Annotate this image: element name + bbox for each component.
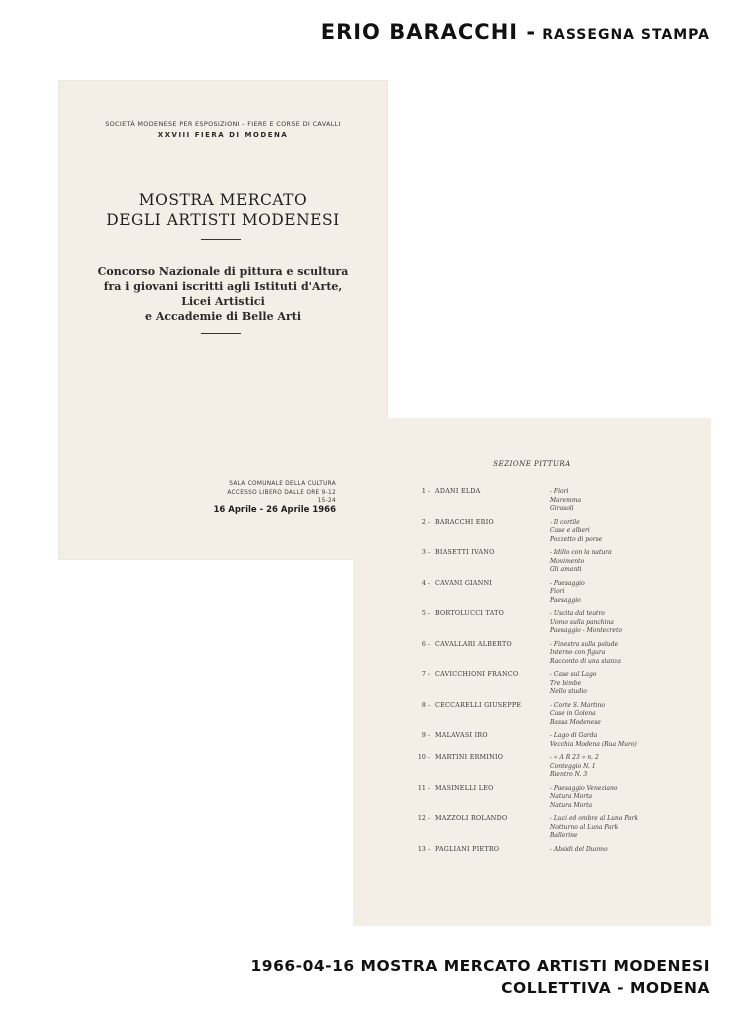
entry-work-title: Racconto di una stanza — [550, 657, 621, 665]
entry-number: 7 - — [421, 671, 430, 678]
cover-divider-bottom — [201, 333, 241, 334]
entry-works — [550, 519, 698, 545]
entry-work-title: Case in Golena — [550, 710, 596, 717]
entry-artist: ADANI ELDA — [435, 488, 481, 495]
cover-dates: 16 Aprile - 26 Aprile 1966 — [213, 505, 336, 515]
entry-work-title: - Fiori — [550, 488, 569, 495]
entry-artist: MALAVASI IRO — [435, 732, 488, 739]
entry-work-title: - Idilio con la natura — [550, 549, 612, 556]
entry-work-title: - Luci ed ombre al Luna Park — [550, 815, 639, 822]
entry-works — [550, 580, 698, 606]
entry-work-title: - Finestra sulla palude — [550, 640, 619, 648]
cover-venue-line3: 15-24 — [317, 498, 336, 504]
entry-work-title: Bassa Modenese — [550, 718, 601, 726]
cover-title-line1: MOSTRA MERCATO — [138, 191, 308, 209]
cover-concorso-line2: fra i giovani iscritti agli Istituti d'Arte, — [103, 280, 343, 293]
entries-list — [408, 488, 698, 859]
entry-works — [550, 815, 698, 841]
page-caption — [251, 955, 711, 999]
list-item — [408, 488, 698, 514]
entry-work-title: Natura Morta — [550, 793, 593, 800]
entry-artist: PAGLIANI PIETRO — [435, 845, 500, 853]
entry-works — [550, 488, 698, 514]
list-item — [408, 519, 698, 545]
cover-venue-line2: ACCESSO LIBERO DALLE ORE 9-12 — [227, 489, 336, 496]
entry-works — [550, 846, 698, 855]
caption-line1: 1966-04-16 MOSTRA MERCATO ARTISTI MODENESI — [250, 957, 710, 975]
entry-works — [550, 610, 698, 636]
list-item — [408, 580, 698, 606]
entry-work-title: Vecchia Modena (Rua Muro) — [550, 740, 637, 748]
list-item — [408, 785, 698, 811]
entry-works — [550, 702, 698, 728]
entry-work-title: Pozzetto di porse — [550, 535, 603, 543]
cover-venue — [227, 480, 336, 506]
entry-number: 8 - — [421, 701, 430, 709]
entry-number: 10 - — [417, 754, 430, 761]
entry-work-title: Case e alberi — [550, 527, 590, 534]
cover-concorso-line1: Concorso Nazionale di pittura e scultura — [97, 265, 349, 278]
entry-work-title: Fiori — [550, 588, 565, 595]
entry-artist: CAVICCHIONI FRANCO — [435, 671, 519, 678]
entry-work-title: Conteggio N. 1 — [550, 762, 596, 770]
entry-works — [550, 671, 698, 697]
entry-work-title: - Lago di Garda — [550, 732, 598, 739]
entry-work-title: - Paesaggio — [550, 579, 585, 587]
cover-divider-top — [201, 239, 241, 240]
entry-artist: MAZZOLI ROLANDO — [435, 815, 508, 822]
entry-works — [550, 641, 698, 667]
cover-concorso-line3: Licei Artistici — [181, 295, 265, 308]
list-item — [408, 610, 698, 636]
entry-artist: MARTINI ERMINIO — [435, 754, 504, 761]
entry-artist: CECCARELLI GIUSEPPE — [435, 701, 522, 709]
entry-work-title: - Il cortile — [550, 518, 580, 526]
entry-work-title: - Case sul Lago — [550, 671, 597, 678]
catalog-cover — [58, 80, 388, 560]
cover-organizer: SOCIETÀ MODENESE PER ESPOSIZIONI - FIERE E CORSE DI CAVALLI — [105, 120, 341, 128]
entry-number: 9 - — [421, 732, 430, 739]
list-item — [408, 549, 698, 575]
entry-artist: CAVALLARI ALBERTO — [435, 640, 512, 648]
entry-artist: MASINELLI LEO — [435, 784, 494, 792]
entry-work-title: Girasoli — [550, 505, 574, 512]
entry-work-title: Rientro N. 3 — [550, 771, 588, 778]
list-item — [408, 671, 698, 697]
entry-artist: CAVANI GIANNI — [435, 579, 493, 587]
list-item — [408, 846, 698, 855]
list-item — [408, 754, 698, 780]
entry-work-title: Notturno al Luna Park — [550, 823, 619, 831]
list-item — [408, 702, 698, 728]
entry-number: 13 - — [417, 845, 430, 853]
entry-work-title: Paesaggio - Montecreto — [550, 627, 622, 634]
entry-work-title: - Absidi del Duomo — [550, 845, 608, 853]
cover-fair: XXVIII FIERA DI MODENA — [157, 131, 289, 139]
entry-works — [550, 785, 698, 811]
list-item — [408, 641, 698, 667]
entry-work-title: Maremma — [550, 496, 582, 504]
entry-work-title: Gli amanti — [550, 566, 582, 573]
entry-work-title: - « A R 23 » n. 2 — [550, 754, 599, 761]
entry-works — [550, 549, 698, 575]
header-artist-name: ERIO BARACCHI - — [320, 20, 537, 44]
entry-work-title: - Uscita dal teatro — [550, 610, 605, 617]
entry-number: 6 - — [421, 640, 430, 648]
entry-work-title: Uomo sulla panchina — [550, 618, 615, 626]
entry-work-title: Ballerine — [550, 832, 578, 839]
cover-venue-line1: SALA COMUNALE DELLA CULTURA — [229, 481, 336, 487]
entry-number: 2 - — [421, 518, 430, 526]
entry-artist: BORTOLUCCI TATO — [435, 610, 505, 617]
cover-title — [58, 190, 388, 230]
entry-works — [550, 732, 698, 749]
catalog-list-page — [353, 418, 711, 926]
entry-work-title: Tre bimbe — [550, 679, 582, 687]
entry-number: 5 - — [421, 610, 430, 617]
entry-number: 3 - — [421, 549, 430, 556]
entry-work-title: Paesaggio — [550, 596, 581, 604]
header-subtitle: RASSEGNA STAMPA — [542, 27, 710, 43]
cover-title-line2: DEGLI ARTISTI MODENESI — [106, 211, 340, 229]
entry-work-title: Nello studio — [550, 688, 587, 695]
entry-work-title: Interno con figura — [550, 649, 606, 656]
entry-artist: BIASETTI IVANO — [435, 549, 495, 556]
entry-works — [550, 754, 698, 780]
list-item — [408, 815, 698, 841]
entry-number: 1 - — [421, 488, 430, 495]
cover-concorso-line4: e Accademie di Belle Arti — [145, 310, 301, 323]
entry-artist: BARACCHI ERIO — [435, 518, 494, 526]
section-title: SEZIONE PITTURA — [493, 460, 571, 468]
page-header — [321, 20, 710, 44]
entry-number: 12 - — [417, 815, 430, 822]
entry-work-title: Natura Morta — [550, 801, 593, 809]
entry-number: 11 - — [417, 784, 430, 792]
cover-concorso — [58, 264, 388, 324]
entry-work-title: - Corte S. Martino — [550, 701, 605, 709]
caption-line2: COLLETTIVA - MODENA — [501, 979, 710, 997]
entry-work-title: Movimento — [550, 557, 585, 565]
list-item — [408, 732, 698, 749]
entry-work-title: - Paesaggio Veneziano — [550, 784, 618, 792]
entry-number: 4 - — [421, 579, 430, 587]
